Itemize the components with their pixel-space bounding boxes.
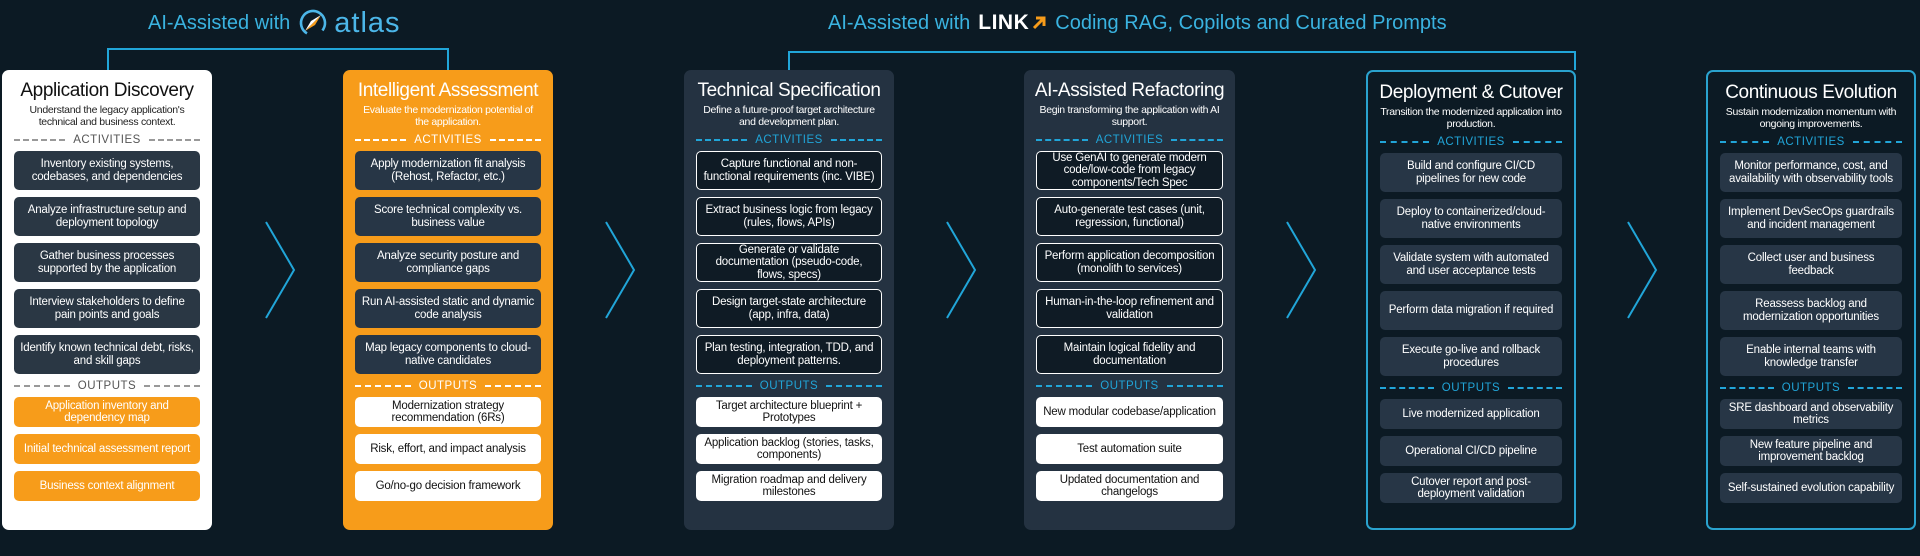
activities-header (696, 134, 882, 146)
output-item: Business context alignment (14, 471, 200, 501)
output-item: Application backlog (stories, tasks, components) (696, 434, 882, 464)
output-item: Self-sustained evolution capability (1720, 473, 1902, 503)
activities-header (1036, 134, 1223, 146)
activity-item: Perform data migration if required (1380, 291, 1562, 330)
stage-title: Technical Specification (697, 80, 881, 101)
output-item: Risk, effort, and impact analysis (355, 434, 541, 464)
link-logo (978, 11, 1047, 35)
outputs-label: OUTPUTS (77, 380, 137, 392)
activity-item: Run AI-assisted static and dynamic code analysis (355, 289, 541, 328)
atlas-bracket (107, 48, 449, 70)
stage-subtitle: Sustain modernization momentum with ongoing improvements. (1725, 106, 1897, 130)
activity-item: Inventory existing systems, codebases, and dependencies (14, 151, 200, 190)
activity-item: Extract business logic from legacy (rules, flows, APIs) (696, 197, 882, 236)
activity-item: Implement DevSecOps guardrails and incident management (1720, 199, 1902, 238)
stage-subtitle: Define a future-proof target architecture and development plan. (703, 104, 875, 128)
activity-item: Build and configure CI/CD pipelines for new code (1380, 153, 1562, 192)
activities-header (1720, 136, 1902, 148)
activity-item: Map legacy components to cloud-native candidates (355, 335, 541, 374)
output-item: New feature pipeline and improvement backlog (1720, 436, 1902, 466)
link-header-prefix: AI-Assisted with (828, 11, 971, 34)
chevron-right-icon (1285, 220, 1319, 320)
output-item: SRE dashboard and observability metrics (1720, 399, 1902, 429)
outputs-list (1036, 397, 1223, 501)
activity-item: Reassess backlog and modernization opportunities (1720, 291, 1902, 330)
activities-header (14, 134, 200, 146)
activity-item: Design target-state architecture (app, infra, data) (696, 289, 882, 328)
stage-subtitle: Begin transforming the application with AI support. (1039, 104, 1220, 128)
output-item: Initial technical assessment report (14, 434, 200, 464)
activity-item: Human-in-the-loop refinement and validation (1036, 289, 1223, 328)
output-item: Updated documentation and changelogs (1036, 471, 1223, 501)
activities-label: ACTIVITIES (1095, 134, 1164, 146)
atlas-brand: atlas (334, 6, 401, 39)
activity-item: Perform application decomposition (monolith to services) (1036, 243, 1223, 282)
link-arrow-icon (1031, 15, 1047, 31)
link-brand: LINK (978, 11, 1030, 34)
outputs-label: OUTPUTS (418, 380, 478, 392)
activity-item: Deploy to containerized/cloud-native environments (1380, 199, 1562, 238)
activity-item: Generate or validate documentation (pseudo-code, flows, specs) (696, 243, 882, 282)
outputs-header (1380, 382, 1562, 394)
activities-label: ACTIVITIES (73, 134, 141, 146)
stage-card-application-discovery (2, 70, 212, 530)
outputs-label: OUTPUTS (1441, 382, 1501, 394)
output-item: Application inventory and dependency map (14, 397, 200, 427)
activity-item: Identify known technical debt, risks, and skill gaps (14, 335, 200, 374)
stage-subtitle: Understand the legacy application's technical and business context. (29, 104, 185, 128)
atlas-logo (298, 7, 400, 40)
stage-card-continuous-evolution (1706, 70, 1916, 530)
stage-title: Application Discovery (20, 80, 194, 101)
activity-item: Gather business processes supported by the application (14, 243, 200, 282)
atlas-header (148, 8, 401, 38)
activities-list (1720, 153, 1902, 376)
chevron-right-icon (945, 220, 979, 320)
stage-title: AI-Assisted Refactoring (1034, 80, 1225, 101)
activities-header (1380, 136, 1562, 148)
atlas-compass-icon (298, 8, 328, 38)
activity-item: Auto-generate test cases (unit, regression, functional) (1036, 197, 1223, 236)
activities-list (696, 151, 882, 374)
activity-item: Enable internal teams with knowledge transfer (1720, 337, 1902, 376)
output-item: Go/no-go decision framework (355, 471, 541, 501)
outputs-list (14, 397, 200, 501)
activities-label: ACTIVITIES (755, 134, 823, 146)
outputs-list (696, 397, 882, 501)
stage-card-intelligent-assessment (343, 70, 553, 530)
outputs-header (1036, 380, 1223, 392)
stage-card-deployment-cutover (1366, 70, 1576, 530)
activities-list (355, 151, 541, 374)
outputs-header (1720, 382, 1902, 394)
output-item: Operational CI/CD pipeline (1380, 436, 1562, 466)
activity-item: Analyze security posture and compliance gaps (355, 243, 541, 282)
activities-header (355, 134, 541, 146)
activity-item: Score technical complexity vs. business value (355, 197, 541, 236)
chevron-right-icon (264, 220, 298, 320)
activities-label: ACTIVITIES (1437, 136, 1505, 148)
output-item: Target architecture blueprint + Prototypes (696, 397, 882, 427)
chevron-right-icon (1626, 220, 1660, 320)
atlas-header-prefix: AI-Assisted with (148, 11, 291, 34)
stage-card-ai-assisted-refactoring (1024, 70, 1235, 530)
link-header (828, 8, 1447, 38)
stage-title: Deployment & Cutover (1379, 82, 1563, 103)
output-item: Live modernized application (1380, 399, 1562, 429)
output-item: Test automation suite (1036, 434, 1223, 464)
outputs-list (355, 397, 541, 501)
activity-item: Capture functional and non-functional requirements (inc. VIBE) (696, 151, 882, 190)
activity-item: Use GenAI to generate modern code/low-code from legacy components/Tech Spec (1036, 151, 1223, 190)
activities-list (1380, 153, 1562, 376)
activities-list (1036, 151, 1223, 374)
outputs-label: OUTPUTS (1781, 382, 1841, 394)
activities-label: ACTIVITIES (1777, 136, 1845, 148)
link-bracket (788, 51, 1576, 70)
outputs-list (1380, 399, 1562, 503)
activity-item: Collect user and business feedback (1720, 245, 1902, 284)
stage-subtitle: Transition the modernized application into production. (1380, 106, 1562, 130)
activity-item: Interview stakeholders to define pain points and goals (14, 289, 200, 328)
outputs-header (355, 380, 541, 392)
activity-item: Analyze infrastructure setup and deployment topology (14, 197, 200, 236)
activity-item: Monitor performance, cost, and availability with observability tools (1720, 153, 1902, 192)
output-item: New modular codebase/application (1036, 397, 1223, 427)
outputs-list (1720, 399, 1902, 503)
stage-title: Continuous Evolution (1725, 82, 1897, 103)
activity-item: Apply modernization fit analysis (Rehost, Refactor, etc.) (355, 151, 541, 190)
output-item: Migration roadmap and delivery milestones (696, 471, 882, 501)
stage-title: Intelligent Assessment (357, 80, 539, 101)
activity-item: Plan testing, integration, TDD, and deployment patterns. (696, 335, 882, 374)
activity-item: Validate system with automated and user acceptance tests (1380, 245, 1562, 284)
stage-card-technical-specification (684, 70, 894, 530)
outputs-label: OUTPUTS (759, 380, 819, 392)
activities-list (14, 151, 200, 374)
activities-label: ACTIVITIES (414, 134, 482, 146)
output-item: Cutover report and post-deployment validation (1380, 473, 1562, 503)
outputs-header (696, 380, 882, 392)
chevron-right-icon (604, 220, 638, 320)
activity-item: Execute go-live and rollback procedures (1380, 337, 1562, 376)
activity-item: Maintain logical fidelity and documentation (1036, 335, 1223, 374)
outputs-label: OUTPUTS (1100, 380, 1159, 392)
link-header-suffix: Coding RAG, Copilots and Curated Prompts (1055, 11, 1447, 34)
output-item: Modernization strategy recommendation (6Rs) (355, 397, 541, 427)
outputs-header (14, 380, 200, 392)
stage-subtitle: Evaluate the modernization potential of the application. (363, 104, 533, 128)
